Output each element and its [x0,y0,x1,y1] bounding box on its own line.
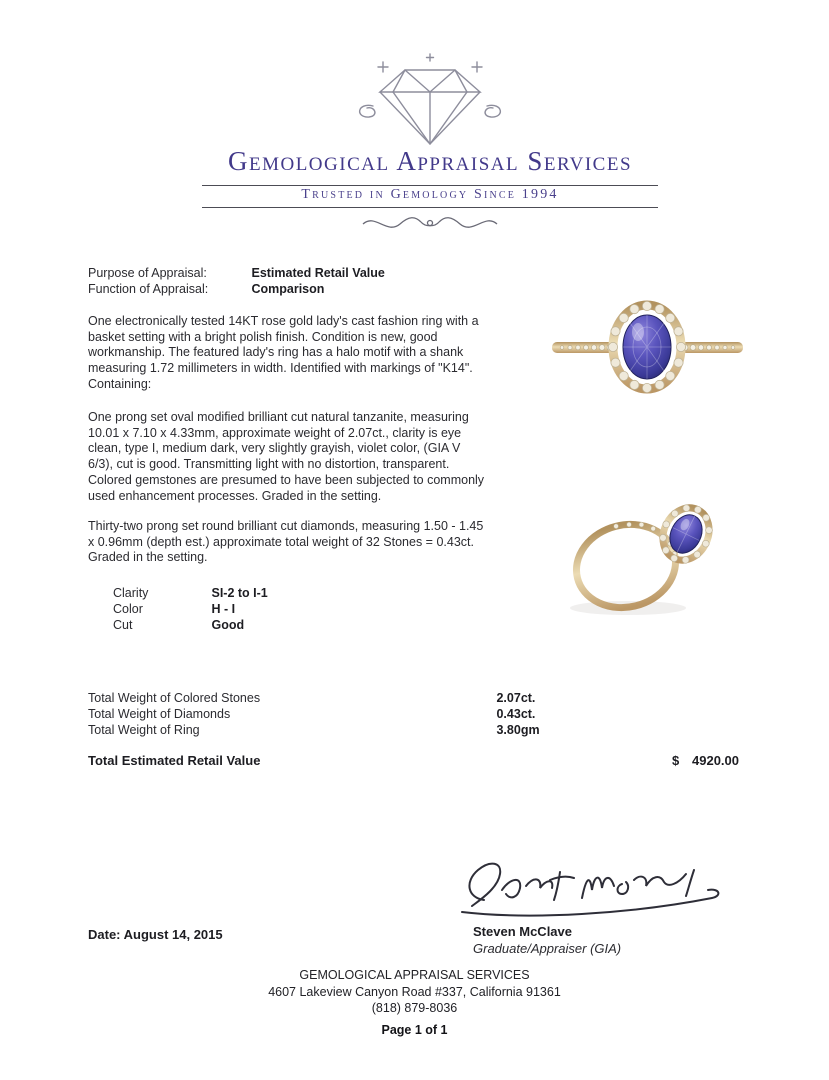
appraiser-signature [450,842,750,922]
clarity-label: Clarity [113,586,149,600]
color-value: H - I [211,602,236,616]
function-label: Function of Appraisal: [88,282,209,296]
retail-value-amount: 4920.00 [692,753,739,768]
ring-description-paragraph: One electronically tested 14KT rose gold lady's cast fashion ring with a basket setting with a bright polish finish. Condition is new, good workmanship. The featured lady's ring has a halo motif with a shank measuring 1.72 millimeters in width. Identified with markings of "K14". Containing: [88,314,479,391]
divider-line-top [202,185,658,186]
clarity-row [113,586,268,600]
diamonds-description-paragraph: Thirty-two prong set round brilliant cut diamonds, measuring 1.50 - 1.45 x 0.96mm (depth est.) approximate total weight of 32 Stones = 0.43ct. Graded in the setting. [88,519,484,565]
cut-row [113,618,244,632]
page-number: Page 1 of 1 [381,1023,448,1037]
appraisal-date: Date: August 14, 2015 [88,927,223,942]
company-name: Gemological Appraisal Services [227,146,633,176]
company-tagline: Trusted in Gemology Since 1994 [301,187,559,202]
ring-weight-total-label: Total Weight of Ring [88,723,200,737]
footer-phone: (818) 879-8036 [371,1001,458,1015]
retail-value-label: Total Estimated Retail Value [88,753,261,768]
scrollwork-flourish-icon [355,211,505,237]
tanzanite-description-paragraph: One prong set oval modified brilliant cut natural tanzanite, measuring 10.01 x 7.10 x 4.33mm, approximate weight of 2.07ct., clarity is eye clean, type I, medium dark, very slightly grayish, violet color, (GIA V 6/3), cut is good. Transmitting light with no distortion, transparent. Colored gemstones are presumed to have been subjected to commonly used enhancement processes. Graded in the setting. [88,410,485,503]
footer-address: 4607 Lakeview Canyon Road #337, California 91361 [268,985,561,999]
function-value: Comparison [251,282,325,296]
purpose-row [88,266,385,280]
tanzanite-ring-top-illustration [550,290,745,408]
ring-weight-total-value: 3.80gm [496,723,540,737]
function-row [88,282,324,296]
appraiser-name: Steven McClave [473,924,572,939]
footer-company-name: GEMOLOGICAL APPRAISAL SERVICES [299,968,530,982]
purpose-label: Purpose of Appraisal: [88,266,207,280]
ring-weight-total-row [88,723,540,737]
cut-value: Good [211,618,245,632]
document-header [30,0,829,235]
ring-top-view-photo [550,290,745,413]
cut-label: Cut [113,618,133,632]
color-label: Color [113,602,143,616]
purpose-value: Estimated Retail Value [251,266,385,280]
diamonds-total-row [88,707,535,721]
color-row [113,602,235,616]
colored-stones-total-row [88,691,535,705]
diamond-logo-icon [345,52,515,152]
clarity-value: SI-2 to I-1 [211,586,268,600]
diamonds-total-label: Total Weight of Diamonds [88,707,231,721]
tanzanite-ring-side-illustration [548,496,748,621]
colored-stones-total-value: 2.07ct. [496,691,536,705]
diamonds-total-value: 0.43ct. [496,707,536,721]
divider-line-bottom [202,207,658,208]
currency-symbol: $ [672,753,680,768]
ring-side-view-photo [548,496,748,626]
appraiser-title: Graduate/Appraiser (GIA) [473,941,622,956]
colored-stones-total-label: Total Weight of Colored Stones [88,691,261,705]
